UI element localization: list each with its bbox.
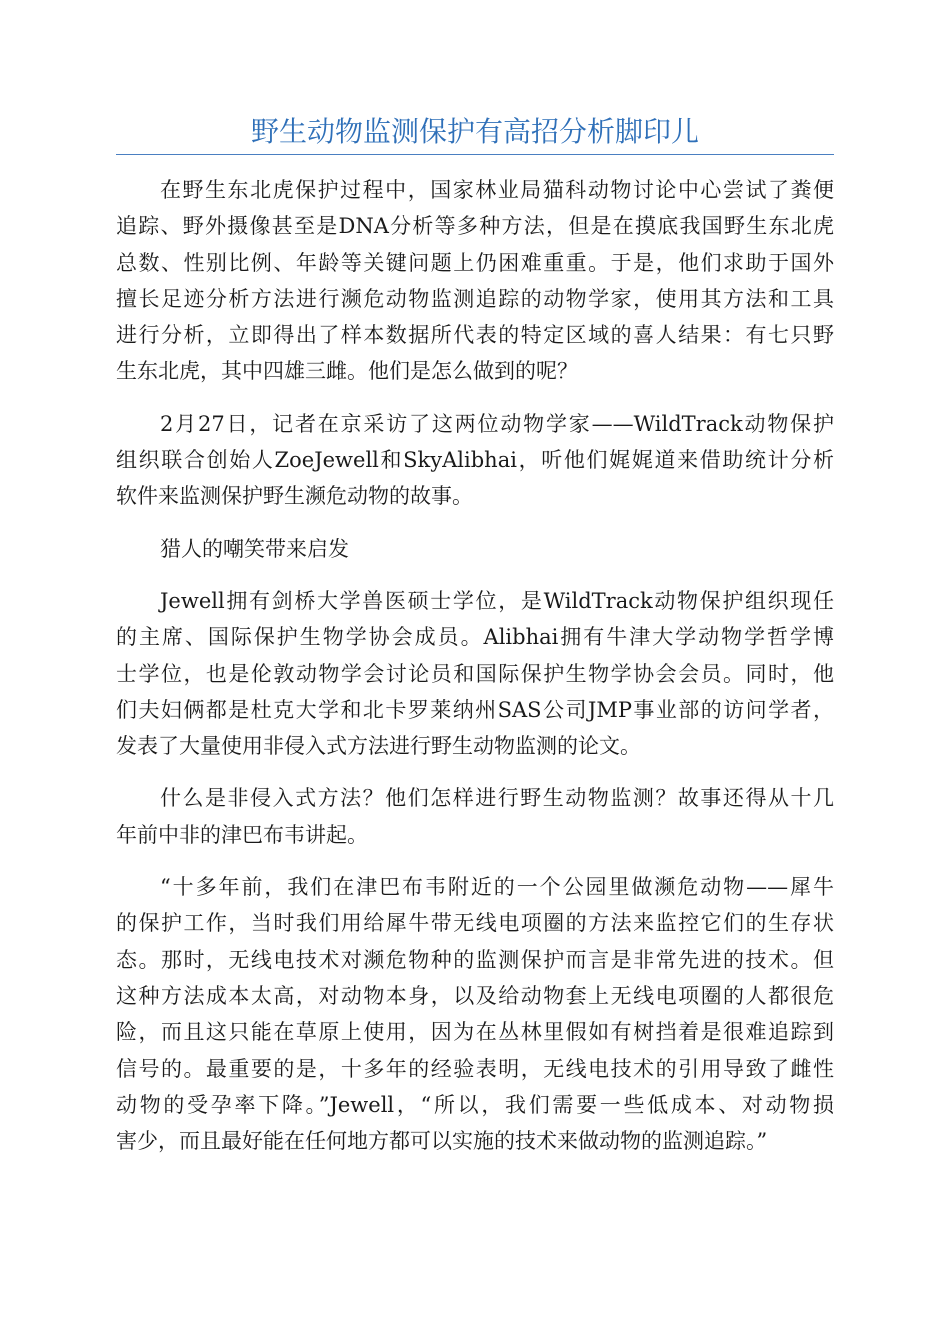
paragraph-line: 追踪、野外摄像甚至是DNA分析等多种方法，但是在摸底我国野生东北虎 (116, 214, 834, 239)
page-title: 野生动物监测保护有高招分析脚印儿 (250, 115, 699, 148)
paragraph-line: 猎人的嘲笑带来启发 (160, 536, 349, 561)
body-paragraph (116, 583, 834, 764)
paragraph-line: 动物的受孕率下降。”Jewell，“所以，我们需要一些低成本、对动物损 (116, 1092, 834, 1117)
paragraph-line: 这种方法成本太高，对动物本身，以及给动物套上无线电项圈的人都很危 (116, 983, 834, 1008)
paragraph-line: 的保护工作，当时我们用给犀牛带无线电项圈的方法来监控它们的生存状 (116, 911, 834, 936)
paragraph-line: 们夫妇俩都是杜克大学和北卡罗莱纳州SAS公司JMP事业部的访问学者， (116, 697, 834, 722)
paragraph-line: 发表了大量使用非侵入式方法进行野生动物监测的论文。 (116, 734, 641, 759)
paragraph-line: 害少，而且最好能在任何地方都可以实施的技术来做动物的监测追踪。” (116, 1129, 768, 1154)
title-underline (116, 154, 834, 155)
paragraph-line: 总数、性别比例、年龄等关键问题上仍困难重重。于是，他们求助于国外 (116, 250, 834, 275)
body-paragraph (116, 172, 834, 390)
paragraph-line: Jewell拥有剑桥大学兽医硕士学位，是WildTrack动物保护组织现任 (160, 588, 834, 613)
paragraph-line: 在野生东北虎保护过程中，国家林业局猫科动物讨论中心尝试了粪便 (160, 178, 834, 202)
body-paragraph (116, 780, 834, 853)
body-paragraph (116, 406, 834, 515)
paragraph-line: 进行分析，立即得出了样本数据所代表的特定区域的喜人结果：有七只野 (116, 323, 834, 348)
body-paragraph (116, 531, 834, 567)
paragraph-line: 信号的。最重要的是，十多年的经验表明，无线电技术的引用导致了雌性 (116, 1056, 834, 1081)
paragraph-line: “十多年前，我们在津巴布韦附近的一个公园里做濒危动物——犀牛 (160, 875, 834, 900)
document-body (116, 172, 834, 1175)
paragraph-line: 生东北虎，其中四雄三雌。他们是怎么做到的呢？ (116, 359, 578, 384)
paragraph-line: 态。那时，无线电技术对濒危物种的监测保护而言是非常先进的技术。但 (116, 947, 834, 972)
paragraph-line: 的主席、国际保护生物学协会成员。Alibhai拥有牛津大学动物学哲学博 (116, 625, 834, 650)
paragraph-line: 擅长足迹分析方法进行濒危动物监测追踪的动物学家，使用其方法和工具 (116, 286, 834, 311)
paragraph-line: 士学位，也是伦敦动物学会讨论员和国际保护生物学协会会员。同时，他 (116, 661, 834, 686)
paragraph-line: 软件来监测保护野生濒危动物的故事。 (116, 484, 473, 509)
paragraph-line: 什么是非侵入式方法？他们怎样进行野生动物监测？故事还得从十几 (160, 786, 834, 811)
paragraph-line: 险，而且这只能在草原上使用，因为在丛林里假如有树挡着是很难追踪到 (116, 1020, 834, 1045)
body-paragraph (116, 869, 834, 1159)
paragraph-line: 年前中非的津巴布韦讲起。 (116, 822, 368, 847)
paragraph-line: 2月27日，记者在京采访了这两位动物学家——WildTrack动物保护 (160, 411, 834, 436)
paragraph-line: 组织联合创始人ZoeJewell和SkyAlibhai，听他们娓娓道来借助统计分析 (116, 448, 834, 473)
